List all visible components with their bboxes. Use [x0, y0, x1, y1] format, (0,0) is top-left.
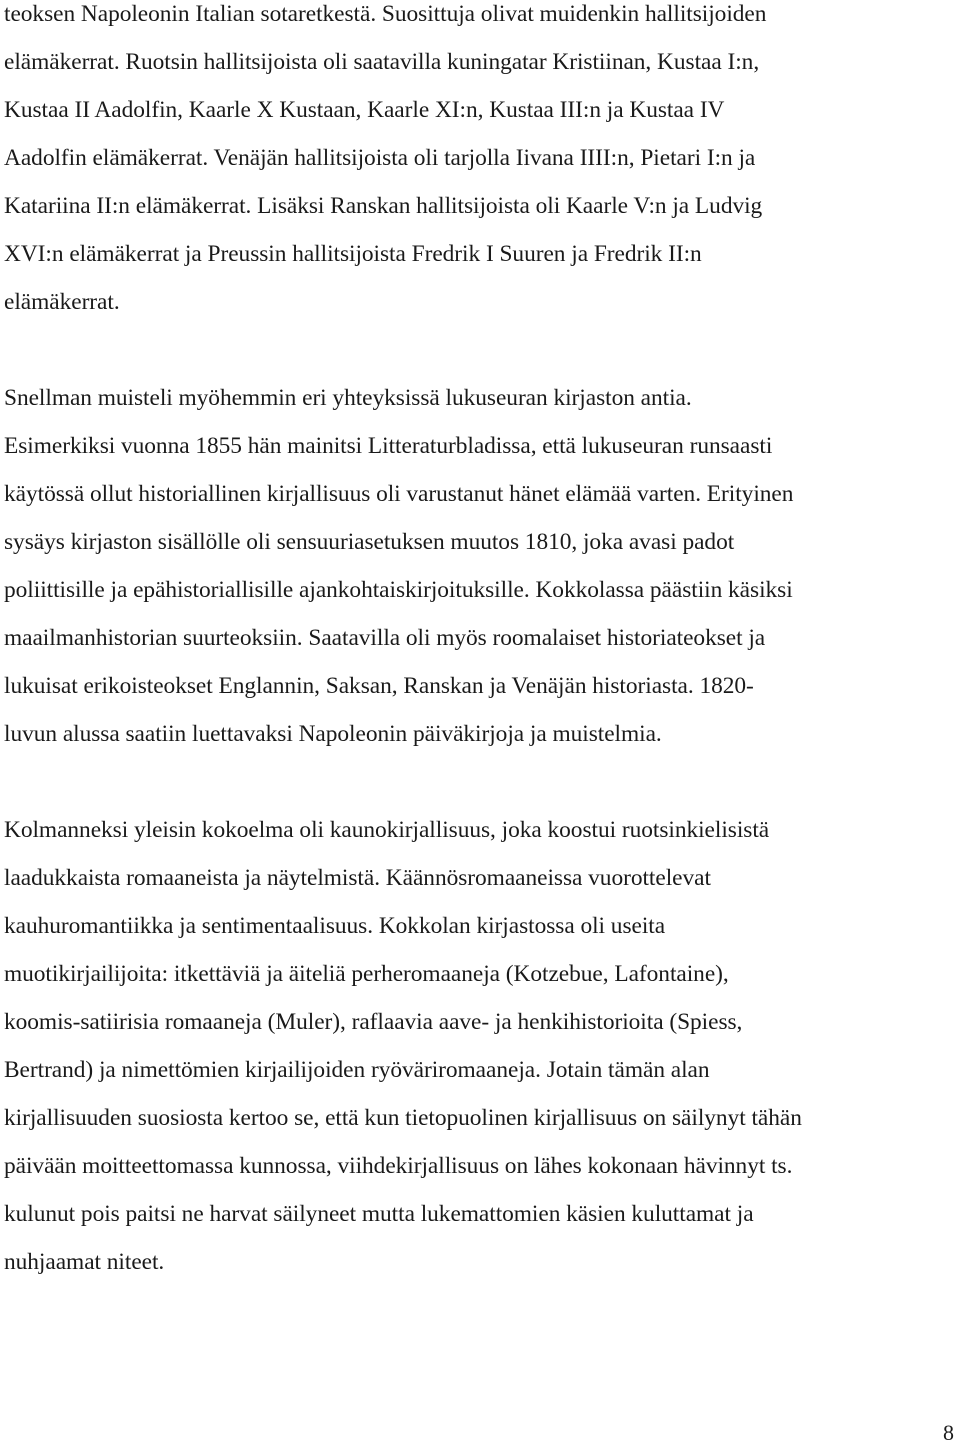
text-line: poliittisille ja epähistoriallisille ajankohtaiskirjoituksille. Kokkolassa päästiin käsiksi [4, 577, 793, 603]
text-line: kauhuromantiikka ja sentimentaalisuus. Kokkolan kirjastossa oli useita [4, 913, 666, 939]
text-line: lukuisat erikoisteokset Englannin, Saksan, Ranskan ja Venäjän historiasta. 1820- [4, 673, 754, 699]
text-line: koomis-satiirisia romaaneja (Muler), raflaavia aave- ja henkihistorioita (Spiess, [4, 1009, 743, 1035]
paragraph-fiction-collection [4, 806, 956, 1286]
text-line: sysäys kirjaston sisällölle oli sensuuriasetuksen muutos 1810, joka avasi padot [4, 529, 735, 555]
page-number: 8 [943, 1420, 954, 1445]
text-line: Kolmanneksi yleisin kokoelma oli kaunokirjallisuus, joka koostui ruotsinkielisistä [4, 817, 770, 843]
paragraph-snellman [4, 374, 956, 758]
text-line: elämäkerrat. [4, 289, 120, 315]
text-line: luvun alussa saatiin luettavaksi Napoleonin päiväkirjoja ja muistelmia. [4, 721, 662, 747]
text-line: Esimerkiksi vuonna 1855 hän mainitsi Litteraturbladissa, että lukuseuran runsaasti [4, 433, 773, 459]
text-line: kirjallisuuden suosiosta kertoo se, että kun tietopuolinen kirjallisuus on säilynyt tähän [4, 1105, 802, 1131]
text-line: päivään moitteettomassa kunnossa, viihdekirjallisuus on lähes kokonaan hävinnyt ts. [4, 1153, 793, 1179]
text-line: Katariina II:n elämäkerrat. Lisäksi Ranskan hallitsijoista oli Kaarle V:n ja Ludvig [4, 193, 763, 219]
text-line: teoksen Napoleonin Italian sotaretkestä. Suosittuja olivat muidenkin hallitsijoiden [4, 1, 767, 27]
text-line: kulunut pois paitsi ne harvat säilyneet mutta lukemattomien käsien kuluttamat ja [4, 1201, 754, 1227]
text-line: laadukkaista romaaneista ja näytelmistä. Käännösromaaneissa vuorottelevat [4, 865, 711, 891]
text-line: käytössä ollut historiallinen kirjallisuus oli varustanut hänet elämää varten. Erityinen [4, 481, 794, 507]
text-line: muotikirjailijoita: itkettäviä ja äiteliä perheromaaneja (Kotzebue, Lafontaine), [4, 961, 729, 987]
text-line: XVI:n elämäkerrat ja Preussin hallitsijoista Fredrik I Suuren ja Fredrik II:n [4, 241, 702, 267]
document-page [4, 0, 956, 1286]
text-line: Kustaa II Aadolfin, Kaarle X Kustaan, Kaarle XI:n, Kustaa III:n ja Kustaa IV [4, 97, 725, 123]
text-line: Bertrand) ja nimettömien kirjailijoiden ryöväriromaaneja. Jotain tämän alan [4, 1057, 710, 1083]
text-line: Aadolfin elämäkerrat. Venäjän hallitsijoista oli tarjolla Iivana IIII:n, Pietari I:n ja [4, 145, 756, 171]
paragraph-spacer [4, 326, 956, 374]
text-line: maailmanhistorian suurteoksiin. Saatavilla oli myös roomalaiset historiateokset ja [4, 625, 766, 651]
paragraph-spacer [4, 758, 956, 806]
text-line: nuhjaamat niteet. [4, 1249, 165, 1275]
text-line: Snellman muisteli myöhemmin eri yhteyksissä lukuseuran kirjaston antia. [4, 385, 692, 411]
text-line: elämäkerrat. Ruotsin hallitsijoista oli saatavilla kuningatar Kristiinan, Kustaa I:n, [4, 49, 760, 75]
paragraph-rulers-biographies [4, 0, 956, 326]
